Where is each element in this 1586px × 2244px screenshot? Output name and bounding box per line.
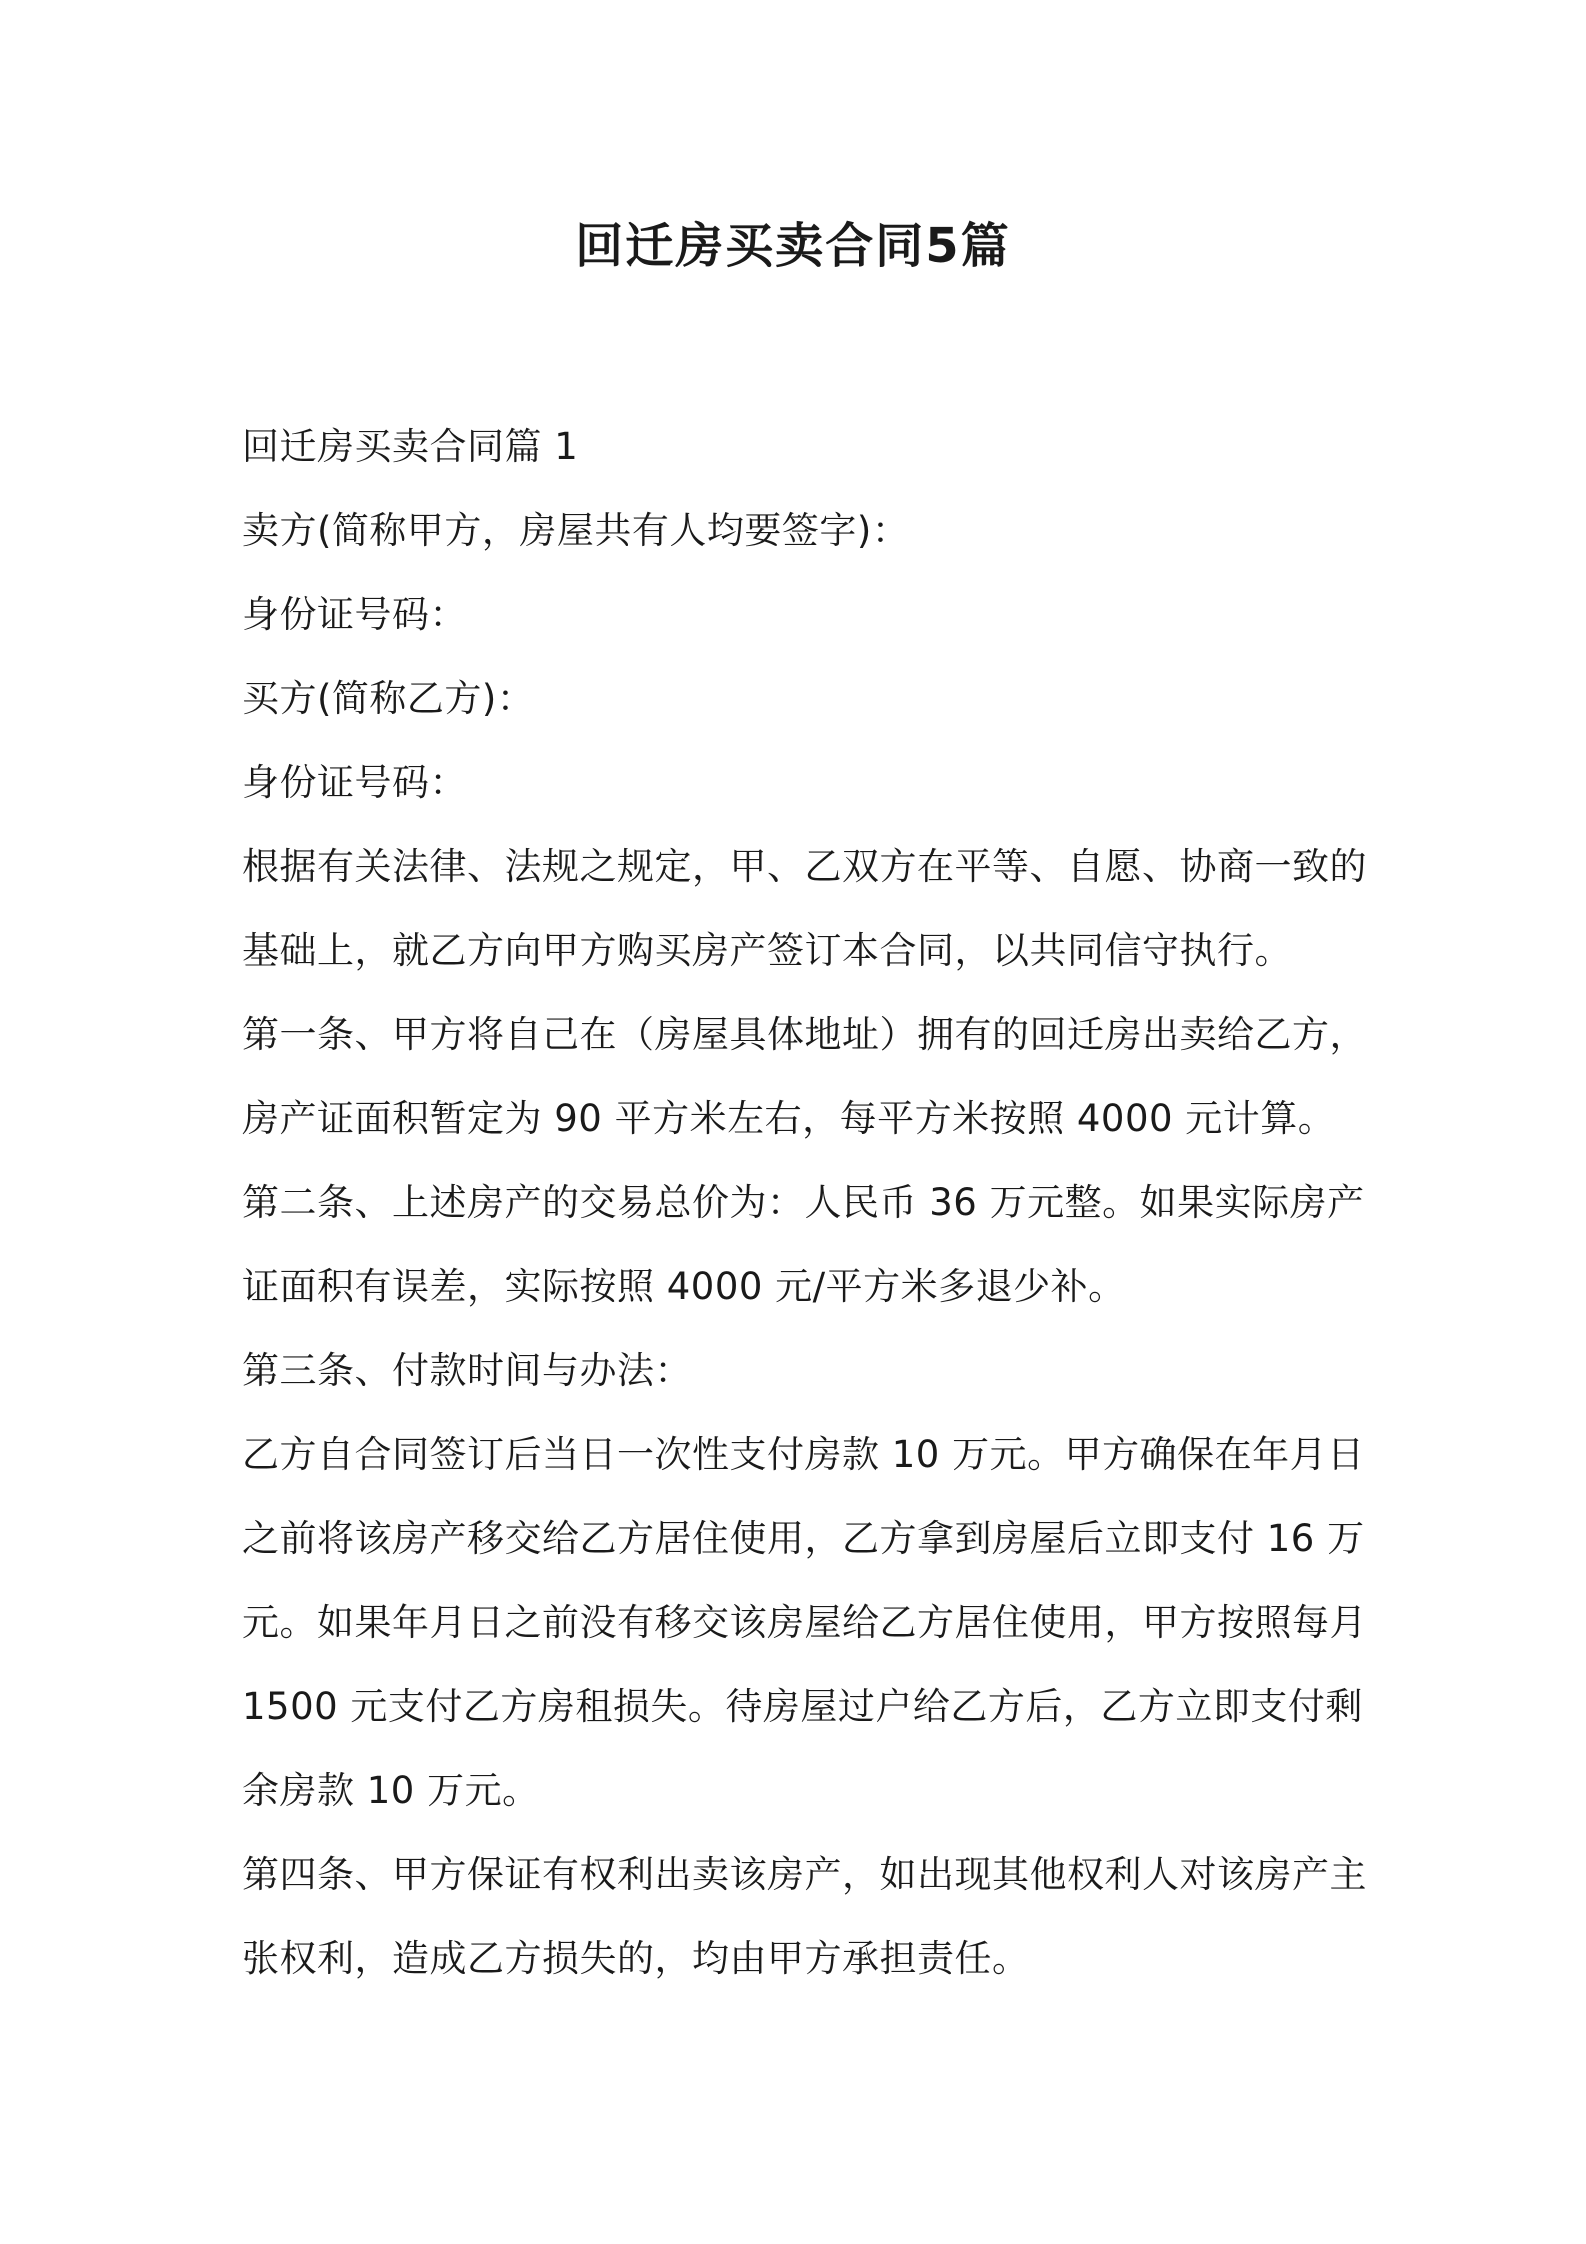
article-4-line: 张权利，造成乙方损失的，均由甲方承担责任。 bbox=[242, 1937, 1030, 1980]
article-2-line: 第二条、上述房产的交易总价为：人民币 36 万元整。如果实际房产 bbox=[242, 1181, 1365, 1224]
article-3-line: 元。如果年月日之前没有移交该房屋给乙方居住使用，甲方按照每月 bbox=[242, 1601, 1367, 1644]
article-1-line: 房产证面积暂定为 90 平方米左右，每平方米按照 4000 元计算。 bbox=[242, 1097, 1336, 1140]
seller-id-line: 身份证号码： bbox=[242, 593, 467, 636]
section-heading: 回迁房买卖合同篇 1 bbox=[242, 425, 579, 468]
article-3-line: 之前将该房产移交给乙方居住使用，乙方拿到房屋后立即支付 16 万 bbox=[242, 1517, 1365, 1560]
article-3-line: 1500 元支付乙方房租损失。待房屋过户给乙方后，乙方立即支付剩 bbox=[242, 1685, 1363, 1728]
document-body bbox=[242, 405, 1367, 2001]
article-3-line: 余房款 10 万元。 bbox=[242, 1769, 540, 1812]
document-title: 回迁房买卖合同5篇 bbox=[575, 218, 1011, 274]
article-2-line: 证面积有误差，实际按照 4000 元/平方米多退少补。 bbox=[242, 1265, 1126, 1308]
preamble-line: 基础上，就乙方向甲方购买房产签订本合同，以共同信守执行。 bbox=[242, 929, 1292, 972]
article-3-heading: 第三条、付款时间与办法： bbox=[242, 1349, 692, 1392]
buyer-id-line: 身份证号码： bbox=[242, 761, 467, 804]
preamble-line: 根据有关法律、法规之规定，甲、乙双方在平等、自愿、协商一致的 bbox=[242, 845, 1367, 888]
article-3-line: 乙方自合同签订后当日一次性支付房款 10 万元。甲方确保在年月日 bbox=[242, 1433, 1365, 1476]
buyer-line: 买方(简称乙方)： bbox=[242, 677, 535, 720]
article-1-line: 第一条、甲方将自己在（房屋具体地址）拥有的回迁房出卖给乙方， bbox=[242, 1013, 1367, 1056]
article-4-line: 第四条、甲方保证有权利出卖该房产，如出现其他权利人对该房产主 bbox=[242, 1853, 1367, 1896]
seller-line: 卖方(简称甲方，房屋共有人均要签字)： bbox=[242, 509, 910, 552]
